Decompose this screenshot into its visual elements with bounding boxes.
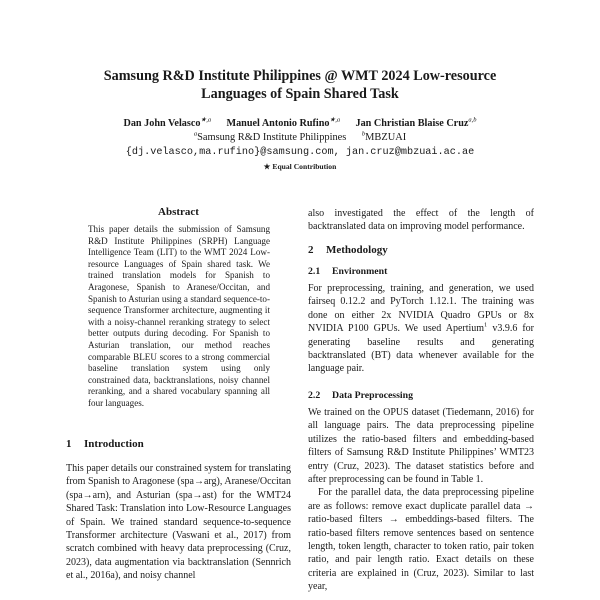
environment-text-part-2: v3.9.6 for generating baseline results and generating backtranslated (BT) data whenever available for the language pair. — [308, 323, 534, 375]
abstract-heading: Abstract — [158, 206, 199, 218]
subsection-title: Data Preprocessing — [332, 390, 413, 401]
title-line-2: Languages of Spain Shared Task — [201, 86, 399, 102]
section-heading-methodology — [308, 244, 388, 256]
footnote-mark: 1 — [484, 321, 488, 329]
paragraph: We trained on the OPUS dataset (Tiedemann, 2016) for all language pairs. The data preprocessing pipeline utilizes the ratio-based filters and embedding-based filters of Samsung R&D Institute Philippines’ WMT23 entry (Cruz, 2023). The dataset statistics before and after preprocessing can be found in Table 1. — [308, 407, 534, 486]
subsection-number: 2.1 — [308, 266, 321, 277]
abstract-text: This paper details the submission of Samsung R&D Institute Philippines (SRPH) Language Intelligence Team (LIT) to the WMT 2024 Low-resource Languages of Spain shared task. We trained translation models for Spanish to Aragonese, Spanish to Aranese/Occitan, and Spanish to Asturian using a standard sequence-to-sequence Transformer architecture, augmenting it with a noisy-channel reranking strategy to select better outputs during decoding. For Spanish to Asturian translation, our method reaches comparable BLEU scores to a strong commercial baseline translation system using only constrained data, backtranslations, noisy channel reranking, and a shared vocabulary spanning all four languages. — [88, 224, 270, 408]
section-title: Introduction — [84, 438, 144, 450]
author-marks: a,b — [468, 116, 477, 124]
section-title: Methodology — [326, 244, 388, 256]
paragraph: For the parallel data, the data preprocessing pipeline are as follows: remove exact duplicate parallel data → ratio-based filters → embeddings-based filters. The ratio-based filters remove sentences based on sentence length, token length, character to token ratio, pair token ratio, and pair length ratio. Exact details on these criteria are explained in (Cruz, 2023). Similar to last year, — [308, 487, 534, 593]
author-emails: {dj.velasco,ma.rufino}@samsung.com, jan.cruz@mbzuai.ac.ae — [125, 147, 475, 158]
affiliation-name: MBZUAI — [365, 132, 407, 143]
affiliation-mark: a — [193, 130, 198, 138]
author-marks: ★,a — [200, 116, 212, 124]
equal-contribution-note: ★ Equal Contribution — [263, 162, 337, 171]
environment-text-part-1: For preprocessing, training, and generation, we used fairseq 0.12.2 and PyTorch 1.12.1. The training was done on either 2x NVIDIA Quadro GPUs or 8x NVIDIA P100 GPUs. We used Apertium — [308, 283, 534, 335]
section-number: 2 — [308, 244, 314, 256]
continuation-text: also investigated the effect of the length of backtranslated data on improving model performance. — [308, 208, 534, 233]
author-list — [40, 117, 560, 130]
title-line-1: Samsung R&D Institute Philippines @ WMT 2024 Low-resource — [103, 68, 497, 84]
section-heading-introduction — [66, 438, 144, 450]
affiliation-mark: b — [361, 130, 366, 138]
subsection-heading-environment — [308, 266, 387, 277]
affiliation-name: Samsung R&D Institute Philippines — [197, 132, 347, 143]
paper-title — [60, 67, 540, 103]
author-name: Dan John Velasco — [123, 118, 201, 129]
introduction-text: This paper details our constrained system for translating from Spanish to Aragonese (spa→arg), Aranese/Occitan (spa→arn), and Asturian (spa→ast) for the WMT24 Shared Task: Translation into Low-Resource Languages of Spain. We trained standard sequence-to-sequence Transformer architecture (Vaswani et al., 2017) from scratch combined with heavy data preprocessing (Cruz, 2023), data augmentation via backtranslation (Sennrich et al., 2016a), and noisy channel — [66, 463, 291, 582]
subsection-number: 2.2 — [308, 390, 321, 401]
author-name: Manuel Antonio Rufino — [226, 118, 330, 129]
subsection-heading-data-preprocessing — [308, 390, 413, 401]
data-preprocessing-text — [308, 406, 534, 594]
affiliation-list — [40, 131, 560, 144]
environment-text — [308, 282, 534, 376]
author-marks: ★,a — [329, 116, 341, 124]
subsection-title: Environment — [332, 266, 388, 277]
author-name: Jan Christian Blaise Cruz — [355, 118, 469, 129]
section-number: 1 — [66, 438, 72, 450]
